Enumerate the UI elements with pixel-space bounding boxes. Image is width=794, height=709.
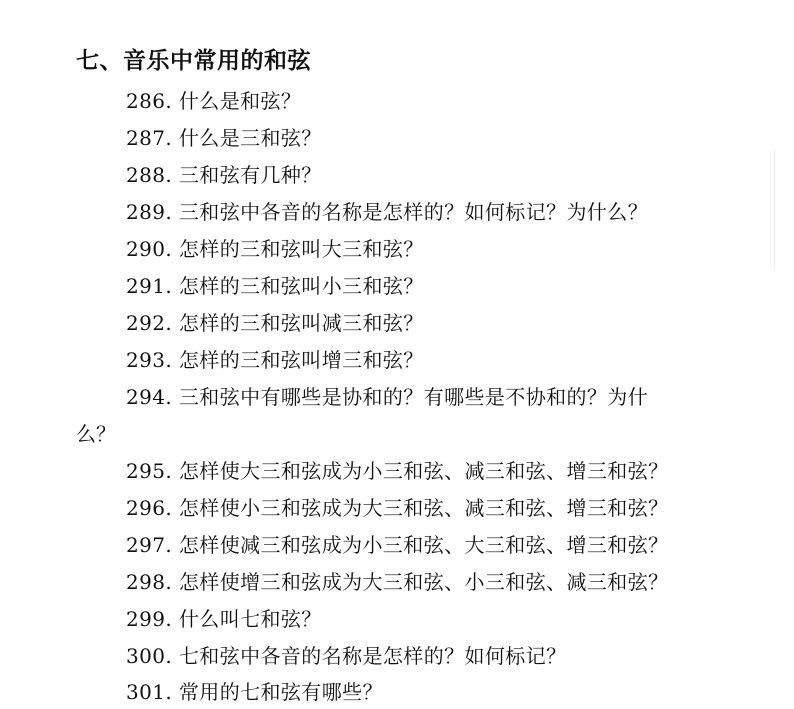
- question-item: [126, 495, 669, 521]
- question-number: 299.: [126, 607, 173, 631]
- question-item: [126, 347, 424, 373]
- question-text: 三和弦中有哪些是协和的？有哪些是不协和的？为什: [178, 385, 649, 409]
- question-number: 297.: [126, 533, 173, 557]
- question-text: 三和弦有几种？: [178, 163, 322, 187]
- question-text: 怎样的三和弦叫减三和弦？: [178, 311, 424, 335]
- question-item: [126, 273, 424, 299]
- question-item: [126, 384, 648, 410]
- question-number: 291.: [126, 274, 173, 298]
- question-number: 295.: [126, 459, 173, 483]
- question-number: 288.: [126, 163, 173, 187]
- question-number: 290.: [126, 237, 173, 261]
- scan-edge-mark: [774, 150, 775, 270]
- question-text: 什么叫七和弦？: [178, 607, 322, 631]
- question-item: [126, 125, 322, 151]
- question-continuation: 么？: [76, 422, 116, 446]
- question-text: 怎样使减三和弦成为小三和弦、大三和弦、增三和弦？: [178, 533, 669, 557]
- question-text: 七和弦中各音的名称是怎样的？如何标记？: [178, 644, 567, 668]
- question-number: 296.: [126, 496, 173, 520]
- question-number: 301.: [126, 680, 173, 704]
- question-item: [126, 88, 301, 114]
- question-item: [126, 458, 669, 484]
- question-number: 300.: [126, 644, 173, 668]
- question-text: 什么是三和弦？: [178, 126, 322, 150]
- question-item: [126, 679, 383, 705]
- question-text: 怎样使增三和弦成为大三和弦、小三和弦、减三和弦？: [178, 570, 669, 594]
- question-item: [126, 162, 322, 188]
- question-number: 289.: [126, 200, 173, 224]
- section-heading: 七、音乐中常用的和弦: [76, 48, 311, 74]
- question-number: 292.: [126, 311, 173, 335]
- question-item: [126, 569, 669, 595]
- question-number: 286.: [126, 89, 173, 113]
- question-item: [126, 199, 648, 225]
- question-item: [126, 310, 424, 336]
- question-item: [126, 532, 669, 558]
- question-text: 怎样的三和弦叫增三和弦？: [178, 348, 424, 372]
- question-text: 三和弦中各音的名称是怎样的？如何标记？为什么？: [178, 200, 649, 224]
- question-text: 怎样使大三和弦成为小三和弦、减三和弦、增三和弦？: [178, 459, 669, 483]
- question-number: 298.: [126, 570, 173, 594]
- question-text: 常用的七和弦有哪些？: [178, 680, 383, 704]
- question-number: 293.: [126, 348, 173, 372]
- question-text: 怎样的三和弦叫大三和弦？: [178, 237, 424, 261]
- question-number: 287.: [126, 126, 173, 150]
- question-item: [126, 643, 567, 669]
- question-item: [126, 606, 322, 632]
- question-text: 怎样的三和弦叫小三和弦？: [178, 274, 424, 298]
- question-item: [126, 236, 424, 262]
- question-text: 什么是和弦？: [178, 89, 302, 113]
- question-text: 怎样使小三和弦成为大三和弦、减三和弦、增三和弦？: [178, 496, 669, 520]
- question-number: 294.: [126, 385, 173, 409]
